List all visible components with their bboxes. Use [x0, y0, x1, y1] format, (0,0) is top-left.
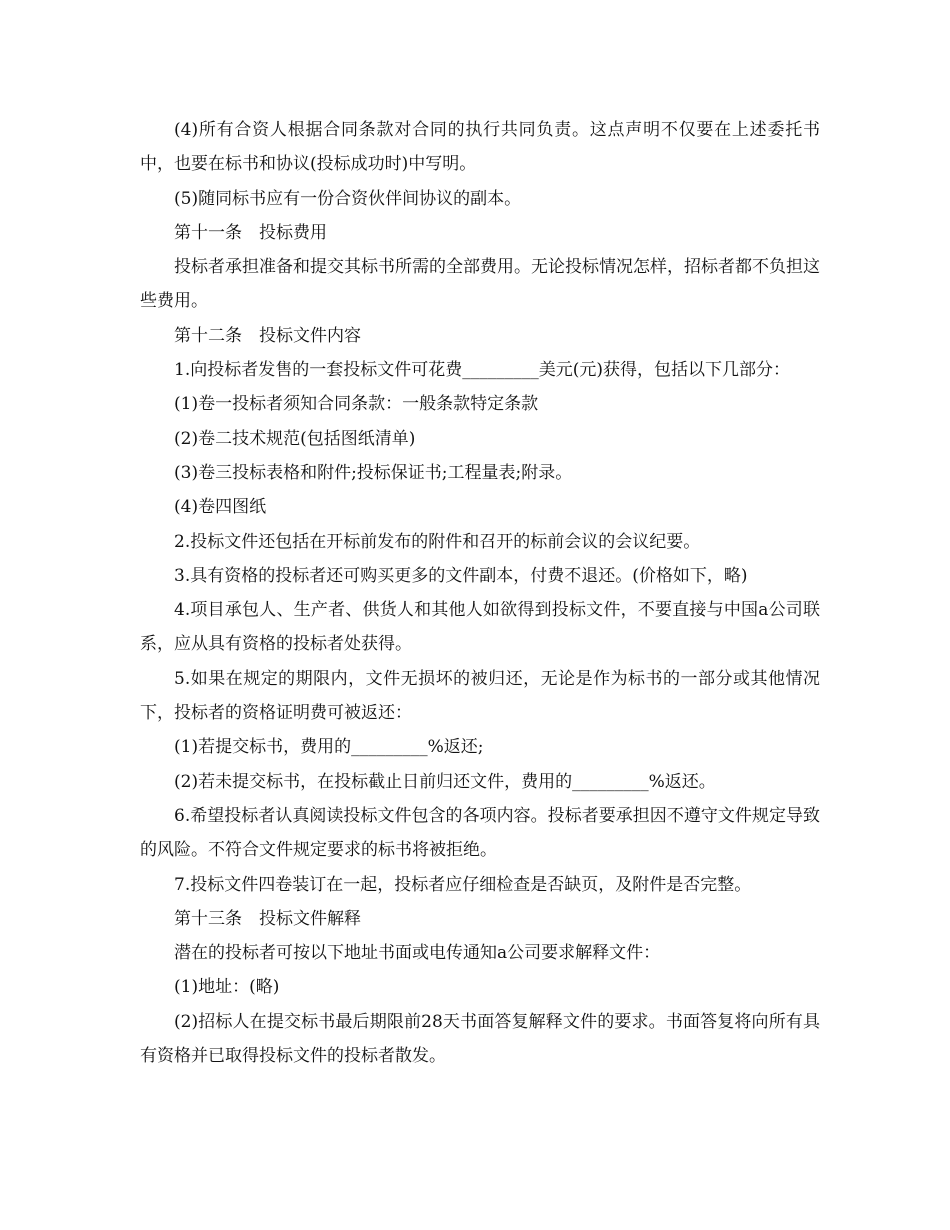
article-12-heading: 第十二条 投标文件内容 [174, 325, 361, 346]
document-body [140, 113, 820, 1073]
article-12-item-1: 1.向投标者发售的一套投标文件可花费_________美元(元)获得，包括以下几部分： [174, 360, 790, 381]
article-12-item-2: 2.投标文件还包括在开标前发布的附件和召开的标前会议的会议纪要。 [174, 531, 701, 552]
article-12-item-5: 5.如果在规定的期限内，文件无损坏的被归还，无论是作为标书的一部分或其他情况下，投标者的资格证明费可被返还： [140, 668, 820, 724]
volume-1: (1)卷一投标者须知合同条款：一般条款特定条款 [174, 394, 539, 415]
refund-case-2: (2)若未提交标书，在投标截止日前归还文件，费用的_________%返还。 [174, 771, 716, 792]
paragraph-5-partner-agreement: (5)随同标书应有一份合资伙伴间协议的副本。 [174, 188, 522, 209]
article-11-text: 投标者承担准备和提交其标书所需的全部费用。无论投标情况怎样，招标者都不负担这些费用。 [140, 257, 820, 312]
volume-4: (4)卷四图纸 [174, 497, 267, 518]
article-13-heading: 第十三条 投标文件解释 [174, 908, 361, 929]
paragraph-4-joint-liability: (4)所有合资人根据合同条款对合同的执行共同负责。这点声明不仅要在上述委托书中，也要在标书和协议(投标成功时)中写明。 [140, 120, 820, 175]
article-13-item-2: (2)招标人在提交标书最后期限前28天书面答复解释文件的要求。书面答复将向所有具有资格并已取得投标文件的投标者散发。 [140, 1011, 820, 1067]
volume-2: (2)卷二技术规范(包括图纸清单) [174, 428, 416, 449]
article-12-item-4: 4.项目承包人、生产者、供货人和其他人如欲得到投标文件，不要直接与中国a公司联系，应从具有资格的投标者处获得。 [140, 600, 820, 655]
article-12-item-6: 6.希望投标者认真阅读投标文件包含的各项内容。投标者要承担因不遵守文件规定导致的风险。不符合文件规定要求的标书将被拒绝。 [140, 805, 820, 861]
article-13-item-1: (1)地址：(略) [174, 977, 280, 998]
article-12-item-7: 7.投标文件四卷装订在一起，投标者应仔细检查是否缺页，及附件是否完整。 [174, 874, 752, 895]
article-11-heading: 第十一条 投标费用 [174, 222, 327, 243]
refund-case-1: (1)若提交标书，费用的_________%返还; [174, 737, 484, 758]
volume-3: (3)卷三投标表格和附件;投标保证书;工程量表;附录。 [174, 462, 573, 483]
article-13-text: 潜在的投标者可按以下地址书面或电传通知a公司要求解释文件： [174, 943, 661, 964]
article-12-item-3: 3.具有资格的投标者还可购买更多的文件副本，付费不退还。(价格如下，略) [174, 565, 748, 586]
